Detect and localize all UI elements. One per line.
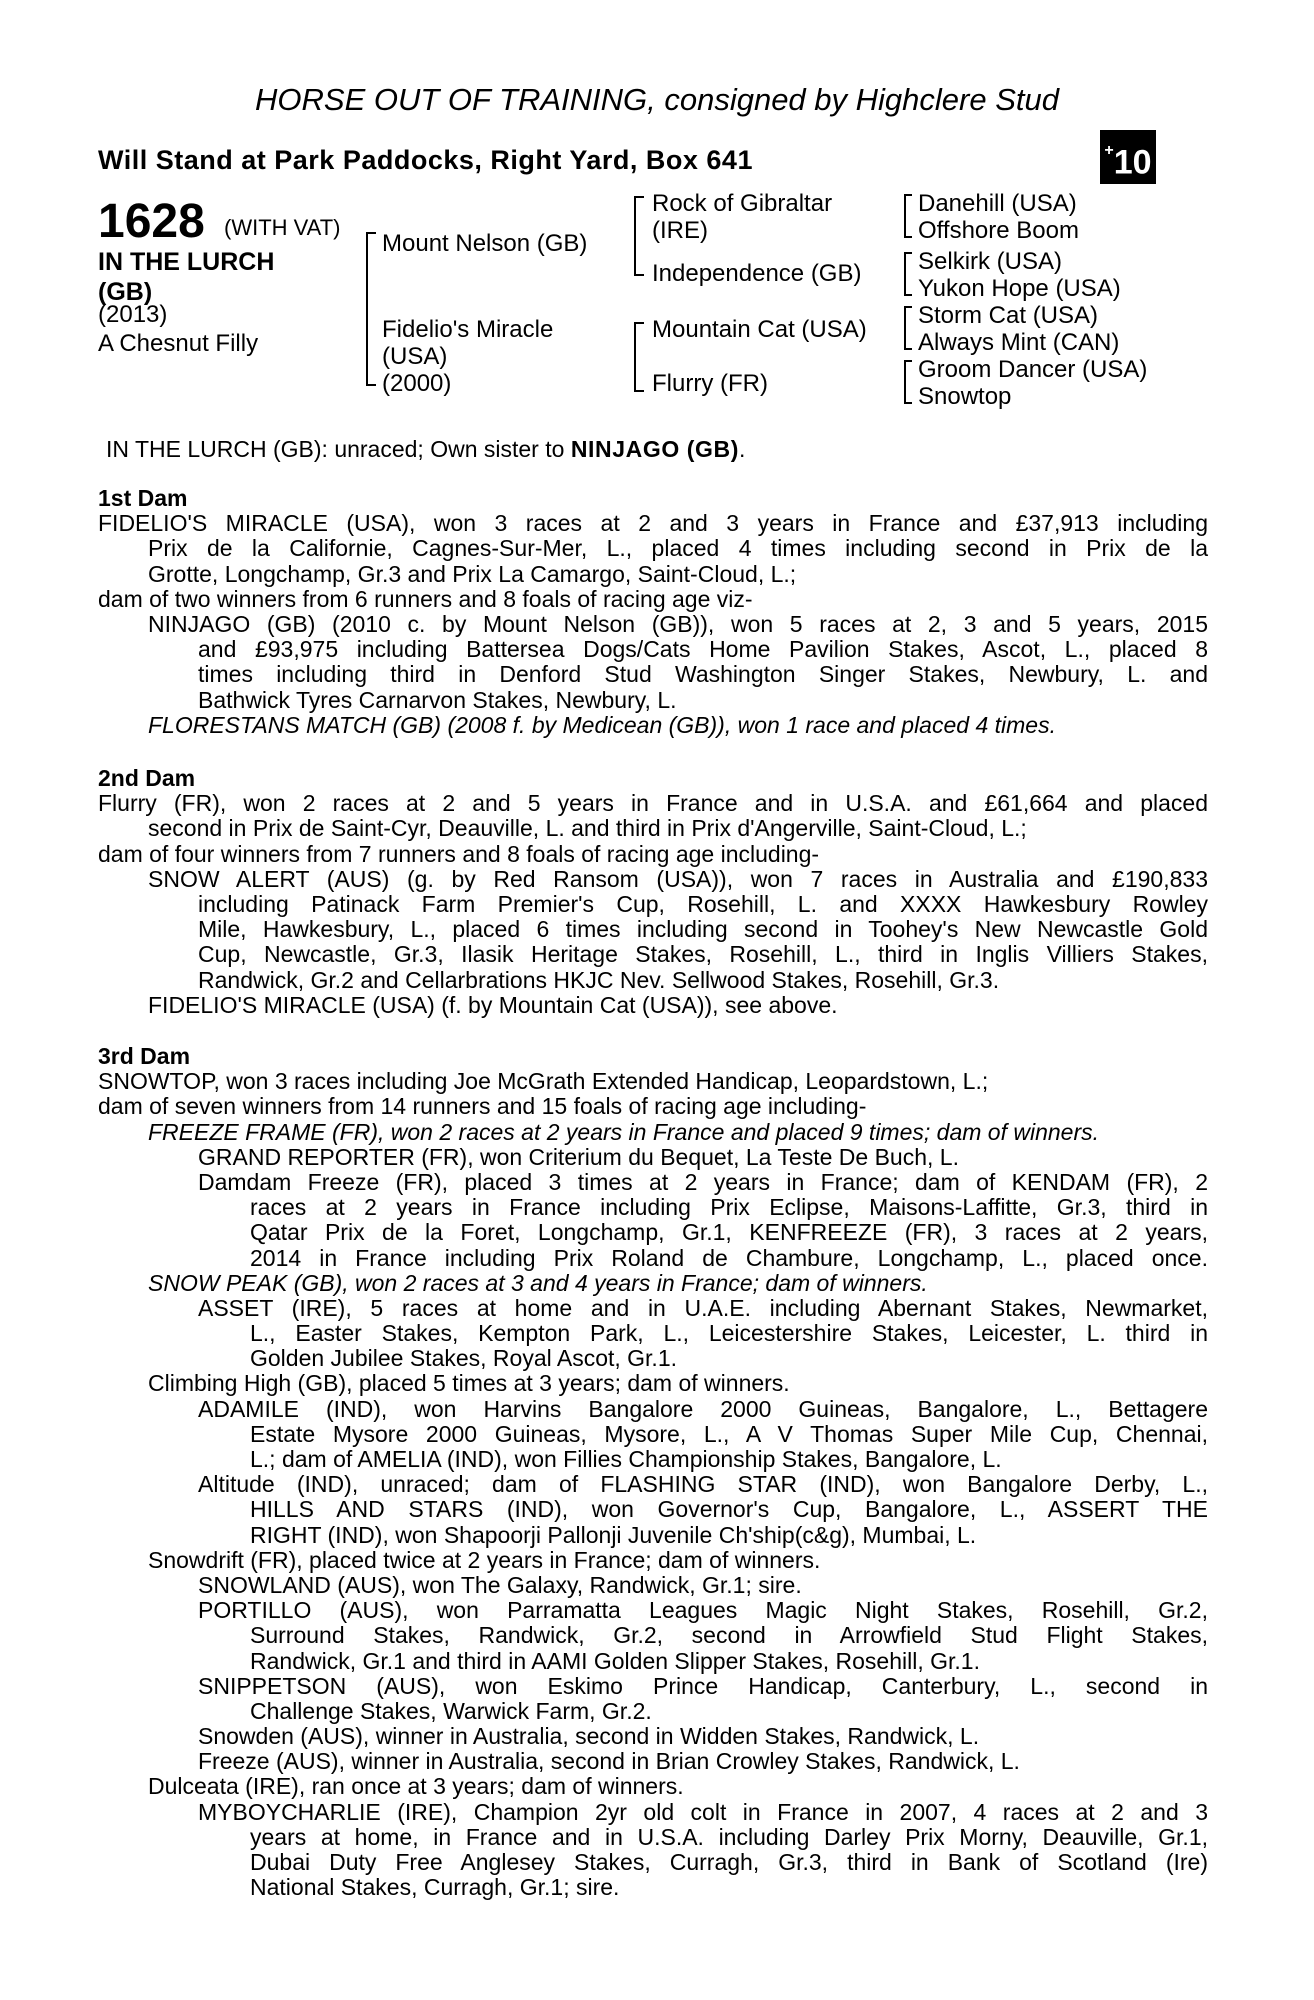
intro-text: IN THE LURCH (GB): unraced; Own sister to — [106, 436, 571, 462]
horse-name-line2: (GB) — [98, 278, 153, 306]
pedigree-dam — [382, 316, 553, 397]
pedigree-brace-main — [366, 232, 376, 386]
pedigree-ss-country: (IRE) — [652, 217, 708, 244]
pedigree-g2: Offshore Boom — [918, 217, 1079, 244]
d3-line-26: Snowden (AUS), winner in Australia, second in Widden Stakes, Randwick, L. — [198, 1723, 980, 1750]
d1-line-5: and £93,975 including Battersea Dogs/Cats Home Pavilion Stakes, Ascot, L., placed 8 — [198, 636, 1208, 663]
d1-line-6: times including third in Denford Stud Washington Singer Stakes, Newbury, L. and — [198, 661, 1208, 688]
stand-location: Will Stand at Park Paddocks, Right Yard, Box 641 — [98, 145, 753, 175]
horse-details — [98, 300, 258, 358]
lot-number: 1628 — [98, 195, 205, 248]
pedigree-brace-sire — [634, 196, 644, 276]
d3-line-31: Dubai Duty Free Anglesey Stakes, Curragh, Gr.3, third in Bank of Scotland (Ire) — [250, 1849, 1208, 1875]
d3-line-22: Surround Stakes, Randwick, Gr.2, second in Arrowfield Stud Flight Stakes, — [250, 1622, 1208, 1649]
d3-line-28: Dulceata (IRE), ran once at 3 years; dam of winners. — [148, 1773, 684, 1800]
d1-line-4: NINJAGO (GB) (2010 c. by Mount Nelson (GB)), won 5 races at 2, 3 and 5 years, 2015 — [148, 610, 1208, 637]
d3-line-21: PORTILLO (AUS), won Parramatta Leagues Magic Night Stakes, Rosehill, Gr.2, — [198, 1597, 1208, 1624]
d3-line-11: Golden Jubilee Stakes, Royal Ascot, Gr.1. — [250, 1345, 678, 1372]
d3-line-29: MYBOYCHARLIE (IRE), Champion 2yr old colt in France in 2007, 4 races at 2 and 3 — [198, 1798, 1208, 1825]
d3-line-19: Snowdrift (FR), placed twice at 2 years in France; dam of winners. — [148, 1546, 821, 1573]
badge-plus: + — [1104, 142, 1114, 159]
d3-line-27: Freeze (AUS), winner in Australia, second in Brian Crowley Stakes, Randwick, L. — [198, 1748, 1020, 1775]
pedigree-dam-dam: Flurry (FR) — [652, 370, 768, 397]
pedigree-g3: Selkirk (USA) — [918, 248, 1063, 275]
pedigree-g8: Snowtop — [918, 383, 1012, 410]
d3-line-9: ASSET (IRE), 5 races at home and in U.A.E. including Abernant Stakes, Newmarket, — [198, 1294, 1208, 1321]
d2-line-8: FIDELIO'S MIRACLE (USA) (f. by Mountain Cat (USA)), see above. — [148, 991, 838, 1018]
d3-line-3: GRAND REPORTER (FR), won Criterium du Bequet, La Teste De Buch, L. — [198, 1143, 959, 1170]
d3-line-0: SNOWTOP, won 3 races including Joe McGrath Extended Handicap, Leopardstown, L.; — [98, 1068, 989, 1095]
d3-line-12: Climbing High (GB), placed 5 times at 3 years; dam of winners. — [148, 1370, 790, 1397]
d2-line-3: SNOW ALERT (AUS) (g. by Red Ransom (USA)), won 7 races in Australia and £190,833 — [148, 865, 1208, 892]
d3-line-24: SNIPPETSON (AUS), won Eskimo Prince Handicap, Canterbury, L., second in — [198, 1672, 1208, 1699]
d2-line-5: Mile, Hawkesbury, L., placed 6 times including second in Toohey's New Newcastle Gold — [198, 916, 1208, 943]
page-title: HORSE OUT OF TRAINING, consigned by Highclere Stud — [255, 82, 1059, 117]
pedigree-sire-dam: Independence (GB) — [652, 260, 862, 287]
d1-line-7: Bathwick Tyres Carnarvon Stakes, Newbury, L. — [198, 686, 677, 713]
d3-line-18: RIGHT (IND), won Shapoorji Pallonji Juvenile Ch'ship(c&g), Mumbai, L. — [250, 1521, 977, 1548]
pedigree-sire: Mount Nelson (GB) — [382, 230, 588, 257]
horse-name-line1: IN THE LURCH — [98, 248, 275, 276]
d3-line-20: SNOWLAND (AUS), won The Galaxy, Randwick, Gr.1; sire. — [198, 1571, 802, 1598]
d3-line-14: Estate Mysore 2000 Guineas, Mysore, L., A V Thomas Super Mile Cup, Chennai, — [250, 1420, 1208, 1447]
pedigree-brace-g4 — [904, 360, 912, 404]
vat-label: (WITH VAT) — [224, 215, 341, 240]
d1-line-1: Prix de la Californie, Cagnes-Sur-Mer, L., placed 4 times including second in Prix de la — [148, 535, 1208, 562]
intro-end: . — [739, 436, 746, 462]
pedigree-g7: Groom Dancer (USA) — [918, 356, 1148, 383]
intro-bold: NINJAGO (GB) — [570, 436, 740, 462]
d3-line-23: Randwick, Gr.1 and third in AAMI Golden Slipper Stakes, Rosehill, Gr.1. — [250, 1647, 980, 1674]
d3-line-15: L.; dam of AMELIA (IND), won Fillies Championship Stakes, Bangalore, L. — [250, 1446, 1002, 1472]
horse-year: (2013) — [98, 301, 168, 328]
d1-line-2: Grotte, Longchamp, Gr.3 and Prix La Camargo, Saint-Cloud, L.; — [148, 560, 797, 587]
horse-description: A Chesnut Filly — [98, 330, 259, 357]
pedigree-brace-dam — [634, 322, 644, 392]
d3-line-25: Challenge Stakes, Warwick Farm, Gr.2. — [250, 1697, 652, 1724]
first-dam-section — [98, 486, 1208, 738]
d3-line-16: Altitude (IND), unraced; dam of FLASHING STAR (IND), won Bangalore Derby, L., — [198, 1471, 1208, 1498]
pedigree-sire-sire — [652, 190, 832, 244]
first-dam-heading: 1st Dam — [98, 485, 188, 511]
d3-line-2: FREEZE FRAME (FR), won 2 races at 2 years in France and placed 9 times; dam of winners. — [148, 1118, 1100, 1145]
d1-line-0: FIDELIO'S MIRACLE (USA), won 3 races at 2 and 3 years in France and £37,913 including — [98, 510, 1208, 537]
d2-line-7: Randwick, Gr.2 and Cellarbrations HKJC Nev. Sellwood Stakes, Rosehill, Gr.3. — [198, 966, 1000, 993]
pedigree-dam-name: Fidelio's Miracle — [382, 316, 554, 343]
d2-line-6: Cup, Newcastle, Gr.3, Ilasik Heritage Stakes, Rosehill, L., third in Inglis Villiers Stakes, — [198, 941, 1208, 968]
d2-line-1: second in Prix de Saint-Cyr, Deauville, L. and third in Prix d'Angerville, Saint-Cloud, L.; — [148, 815, 1027, 842]
d3-line-4: Damdam Freeze (FR), placed 3 times at 2 years in France; dam of KENDAM (FR), 2 — [198, 1168, 1208, 1195]
d3-line-13: ADAMILE (IND), won Harvins Bangalore 2000 Guineas, Bangalore, L., Bettagere — [198, 1395, 1208, 1422]
d3-line-17: HILLS AND STARS (IND), won Governor's Cup, Bangalore, L., ASSERT THE — [250, 1496, 1208, 1523]
pedigree-g6: Always Mint (CAN) — [918, 329, 1120, 356]
d1-line-8: FLORESTANS MATCH (GB) (2008 f. by Medicean (GB)), won 1 race and placed 4 times. — [148, 711, 1056, 738]
pedigree-ss-name: Rock of Gibraltar — [652, 190, 833, 217]
d3-line-1: dam of seven winners from 14 runners and 15 foals of racing age including- — [98, 1093, 867, 1120]
second-dam-section — [98, 766, 1208, 1018]
pedigree-brace-g2 — [904, 252, 912, 296]
d3-line-32: National Stakes, Curragh, Gr.1; sire. — [250, 1874, 620, 1901]
intro-line — [106, 436, 745, 463]
horse-name — [98, 247, 274, 307]
pedigree-g5: Storm Cat (USA) — [918, 302, 1099, 329]
pedigree-dam-year: (2000) — [382, 370, 452, 397]
d3-line-7: 2014 in France including Prix Roland de Chambure, Longchamp, L., placed once. — [250, 1244, 1208, 1271]
lot-badge — [1100, 130, 1156, 184]
d1-line-3: dam of two winners from 6 runners and 8 foals of racing age viz- — [98, 585, 753, 612]
d2-line-2: dam of four winners from 7 runners and 8 foals of racing age including- — [98, 840, 820, 867]
d3-line-6: Qatar Prix de la Foret, Longchamp, Gr.1, KENFREEZE (FR), 3 races at 2 years, — [250, 1219, 1208, 1246]
pedigree-brace-g1 — [904, 194, 912, 238]
d3-line-30: years at home, in France and in U.S.A. including Darley Prix Morny, Deauville, Gr.1, — [250, 1823, 1208, 1850]
pedigree-dam-sire: Mountain Cat (USA) — [652, 316, 867, 343]
pedigree-brace-g3 — [904, 306, 912, 350]
pedigree-dam-country: (USA) — [382, 343, 448, 370]
third-dam-section — [98, 1044, 1208, 1900]
d3-line-8: SNOW PEAK (GB), won 2 races at 3 and 4 years in France; dam of winners. — [148, 1269, 928, 1296]
pedigree-g1: Danehill (USA) — [918, 190, 1077, 217]
pedigree-g4: Yukon Hope (USA) — [918, 275, 1121, 302]
third-dam-heading: 3rd Dam — [98, 1043, 191, 1069]
d3-line-10: L., Easter Stakes, Kempton Park, L., Leicestershire Stakes, Leicester, L. third in — [250, 1320, 1208, 1347]
d2-line-4: including Patinack Farm Premier's Cup, Rosehill, L. and XXXX Hawkesbury Rowley — [198, 890, 1208, 917]
second-dam-heading: 2nd Dam — [98, 765, 196, 791]
d2-line-0: Flurry (FR), won 2 races at 2 and 5 years in France and in U.S.A. and £61,664 and placed — [98, 790, 1208, 817]
d3-line-5: races at 2 years in France including Prix Eclipse, Maisons-Laffitte, Gr.3, third in — [250, 1194, 1208, 1221]
badge-number: 10 — [1113, 143, 1152, 182]
